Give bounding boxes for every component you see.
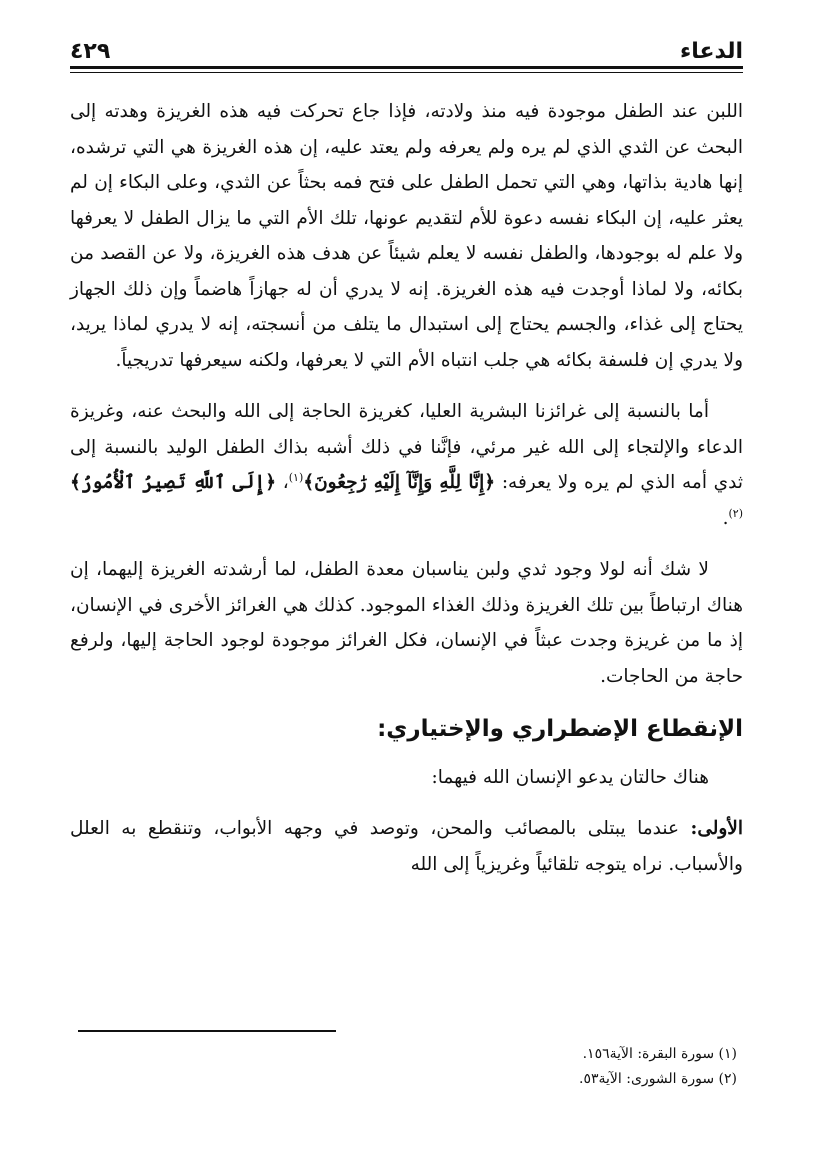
footnote-2: (٢) سورة الشورى: الآية٥٣. xyxy=(579,1071,737,1087)
footnote-rule xyxy=(78,1030,336,1032)
paragraph-2 xyxy=(70,394,743,536)
paragraph-5 xyxy=(70,811,743,882)
running-title: الدعاء xyxy=(679,39,743,64)
header-rule-thin xyxy=(70,72,743,73)
quran-verse-2: ﴿إِلَى ٱللَّهِ تَصِيرُ ٱلْأُمُورُ﴾ xyxy=(70,472,277,493)
paragraph-2-text: أما بالنسبة إلى غرائزنا البشرية العليا، كغريزة الحاجة إلى الله والبحث عنه، وغريزة الدعاء والإلتجاء إلى الله غير مرئي، فإنَّنا في ذلك أشبه بذاك الطفل الوليد بالنسبة إلى ثدي أمه الذي لم يره ولا يعرفه: xyxy=(70,401,743,493)
paragraph-3: لا شك أنه لولا وجود ثدي ولبن يناسبان معدة الطفل، لما أرشدته الغريزة إليهما، إن هناك ارتباطاً بين تلك الغريزة وذلك الغذاء الموجود. كذلك هي الغرائز الأخرى في الإنسان، إذ ما من غريزة وجدت عبثاً في الإنسان، فكل الغرائز موجودة لوجود الحاجة إليها، ولرفع حاجة من الحاجات. xyxy=(70,559,743,687)
paragraph-4: هناك حالتان يدعو الإنسان الله فيهما: xyxy=(431,766,709,788)
page-header xyxy=(70,28,743,64)
paragraph-5-lead: الأولى: xyxy=(690,818,743,839)
footnotes xyxy=(70,1042,743,1092)
paragraph-2-end: . xyxy=(722,507,729,529)
page-number: ٤٢٩ xyxy=(70,39,111,64)
header-rule-thick xyxy=(70,66,743,69)
section-heading: الإنقطاع الإضطراري والإختياري: xyxy=(377,716,743,742)
paragraph-2-separator: ، xyxy=(282,472,289,493)
footnote-ref-2: (٢) xyxy=(728,506,743,520)
paragraph-1: اللبن عند الطفل موجودة فيه منذ ولادته، فإذا جاع تحركت فيه هذه الغريزة وهدته إلى البحث عن الثدي الذي لم يره ولم يعرفه ولم يعتد عليه، إن هذه الغريزة هي التي ترشده، إنها هادية بذاتها، وهي التي تحمل الطفل على فتح فمه بحثاً عن الثدي، وعلى البكاء إن لم يعثر عليه، إن البكاء نفسه دعوة للأم لتقديم عونها، تلك الأم التي ما يزال الطفل لا يعرفها ولا علم له بوجودها، والطفل نفسه لا يعلم شيئاً عن هدف هذه الغريزة، ولا عن القصد من بكائه، ولا لماذا أوجدت فيه هذه الغريزة. إنه لا يدري أن له جهازاً هاضماً وإن ذلك الجهاز يحتاج إلى غذاء، والجسم يحتاج إلى استبدال ما يتلف من أنسجته، إنه لا يدري لماذا يريد، ولا يدري إن فلسفة بكائه هي جلب انتباه الأم التي لا يعرفها، ولكنه سيعرفها تدريجياً. xyxy=(70,101,743,371)
main-text xyxy=(70,94,743,882)
quran-verse-1: ﴿إِنَّا لِلَّهِ وَإِنَّآ إِلَيْهِ رَٰجِعُونَ﴾ xyxy=(303,472,496,493)
footnote-1: (١) سورة البقرة: الآية١٥٦. xyxy=(582,1046,737,1062)
paragraph-5-text: عندما يبتلى بالمصائب والمحن، وتوصد في وجهه الأبواب، وتنقطع به العلل والأسباب. نراه يتوجه تلقائياً وغريزياً إلى الله xyxy=(70,818,743,875)
footnote-ref-1: (١) xyxy=(288,470,304,484)
